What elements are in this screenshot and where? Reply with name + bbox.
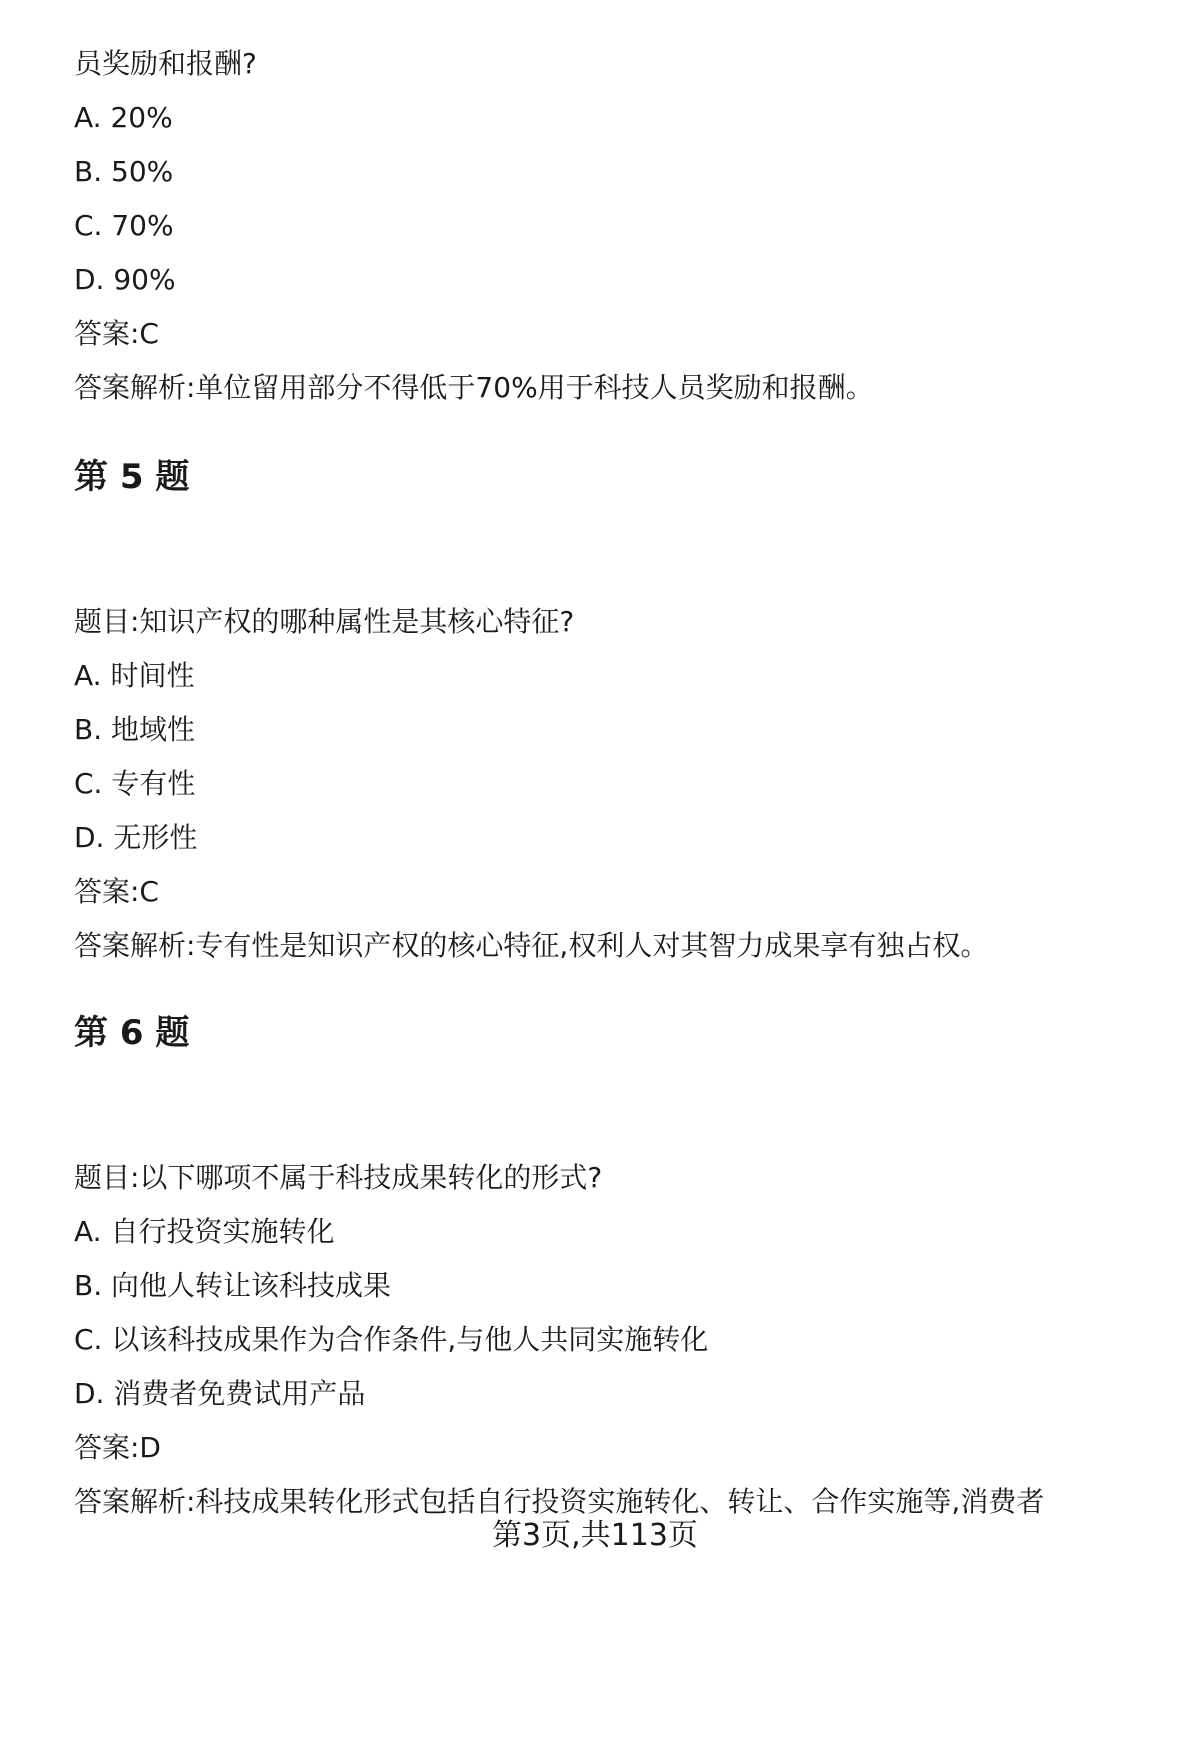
question-4-text-end: 员奖励和报酬? [74, 47, 257, 80]
question-6-explanation: 答案解析:科技成果转化形式包括自行投资实施转化、转让、合作实施等,消费者 [74, 1485, 1045, 1518]
question-6-heading: 第 6 题 [74, 1013, 190, 1053]
question-5-option-a: A. 时间性 [74, 659, 195, 692]
question-5-option-b: B. 地域性 [74, 713, 196, 746]
question-6-option-c: C. 以该科技成果作为合作条件,与他人共同实施转化 [74, 1323, 709, 1356]
question-4-answer: 答案:C [74, 317, 159, 350]
question-4-option-b: B. 50% [74, 155, 174, 188]
question-5-option-c: C. 专有性 [74, 767, 196, 800]
page-number-footer: 第3页,共113页 [492, 1518, 698, 1553]
question-5-option-d: D. 无形性 [74, 821, 198, 854]
question-4-option-c: C. 70% [74, 209, 174, 242]
question-6-answer: 答案:D [74, 1431, 161, 1464]
question-5-text: 题目:知识产权的哪种属性是其核心特征? [74, 605, 575, 638]
question-5-heading: 第 5 题 [74, 457, 190, 497]
question-5-answer: 答案:C [74, 875, 159, 908]
question-5-explanation: 答案解析:专有性是知识产权的核心特征,权利人对其智力成果享有独占权。 [74, 929, 989, 962]
question-4-explanation: 答案解析:单位留用部分不得低于70%用于科技人员奖励和报酬。 [74, 371, 874, 404]
question-6-option-b: B. 向他人转让该科技成果 [74, 1269, 392, 1302]
question-4-option-d: D. 90% [74, 263, 176, 296]
question-6-text: 题目:以下哪项不属于科技成果转化的形式? [74, 1161, 603, 1194]
question-6-option-d: D. 消费者免费试用产品 [74, 1377, 366, 1410]
question-6-option-a: A. 自行投资实施转化 [74, 1215, 335, 1248]
question-4-option-a: A. 20% [74, 101, 173, 134]
